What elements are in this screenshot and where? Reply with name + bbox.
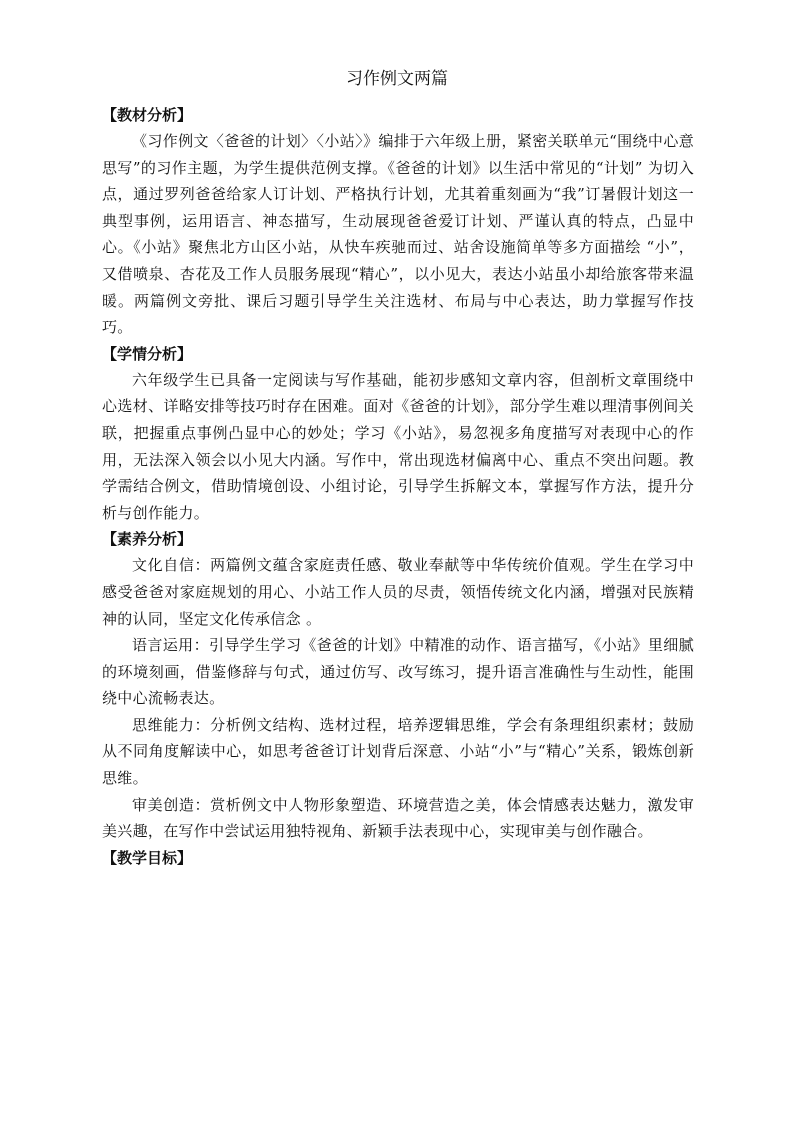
paragraph: 《习作例文〈爸爸的计划〉〈小站〉》编排于六年级上册，紧密关联单元“围绕中心意思写”的习作主题，为学生提供范例支撑。《爸爸的计划》以生活中常见的“计划” 为切入点，通过罗列爸爸给家人订计划、严格执行计划，尤其着重刻画为“我”订暑假计划这一典型事例，运用语言、神态描写，生动展现爸爸爱订计划、严谨认真的特点，凸显中心。《小站》聚焦北方山区小站，从快车疾驰而过、站舍设施简单等多方面描绘 “小”，又借喷泉、杏花及工作人员服务展现“精心”，以小见大，表达小站虽小却给旅客带来温暖。两篇例文旁批、课后习题引导学生关注选材、布局与中心表达，助力掌握写作技巧。 bbox=[102, 132, 694, 337]
section-heading: 【教材分析】 bbox=[102, 106, 193, 124]
section-textbook-analysis bbox=[102, 102, 694, 341]
section-heading: 【教学目标】 bbox=[102, 848, 193, 867]
paragraph: 审美创造：赏析例文中人物形象塑造、环境营造之美，体会情感表达魅力，激发审美兴趣，在写作中尝试运用独特视角、新颖手法表现中心，实现审美与创作融合。 bbox=[102, 795, 694, 841]
document-title: 习作例文两篇 bbox=[346, 69, 448, 89]
section-competency-analysis bbox=[102, 526, 694, 845]
section-learner-analysis bbox=[102, 341, 694, 527]
section-heading: 【学情分析】 bbox=[102, 344, 193, 363]
paragraph: 文化自信：两篇例文蕴含家庭责任感、敬业奉献等中华传统价值观。学生在学习中感受爸爸对家庭规划的用心、小站工作人员的尽责，领悟传统文化内涵，增强对民族精神的认同，坚定文化传承信念 。 bbox=[102, 556, 694, 628]
paragraph: 思维能力：分析例文结构、选材过程，培养逻辑思维，学会有条理组织素材；鼓励从不同角度解读中心，如思考爸爸订计划背后深意、小站“小”与“精心”关系，锻炼创新思维。 bbox=[102, 715, 694, 788]
document-body bbox=[102, 102, 694, 871]
paragraph: 语言运用：引导学生学习《爸爸的计划》中精准的动作、语言描写，《小站》里细腻的环境刻画，借鉴修辞与句式，通过仿写、改写练习，提升语言准确性与生动性，能围绕中心流畅表达。 bbox=[102, 636, 694, 708]
section-heading: 【素养分析】 bbox=[102, 530, 193, 549]
paragraph: 六年级学生已具备一定阅读与写作基础，能初步感知文章内容，但剖析文章围绕中心选材、详略安排等技巧时存在困难。面对《爸爸的计划》，部分学生难以理清事例间关联，把握重点事例凸显中心的妙处；学习《小站》，易忽视多角度描写对表现中心的作用，无法深入领会以小见大内涵。写作中，常出现选材偏离中心、重点不突出问题。教学需结合例文，借助情境创设、小组讨论，引导学生拆解文本，掌握写作方法，提升分析与创作能力。 bbox=[102, 370, 694, 522]
section-teaching-objectives bbox=[102, 845, 694, 871]
